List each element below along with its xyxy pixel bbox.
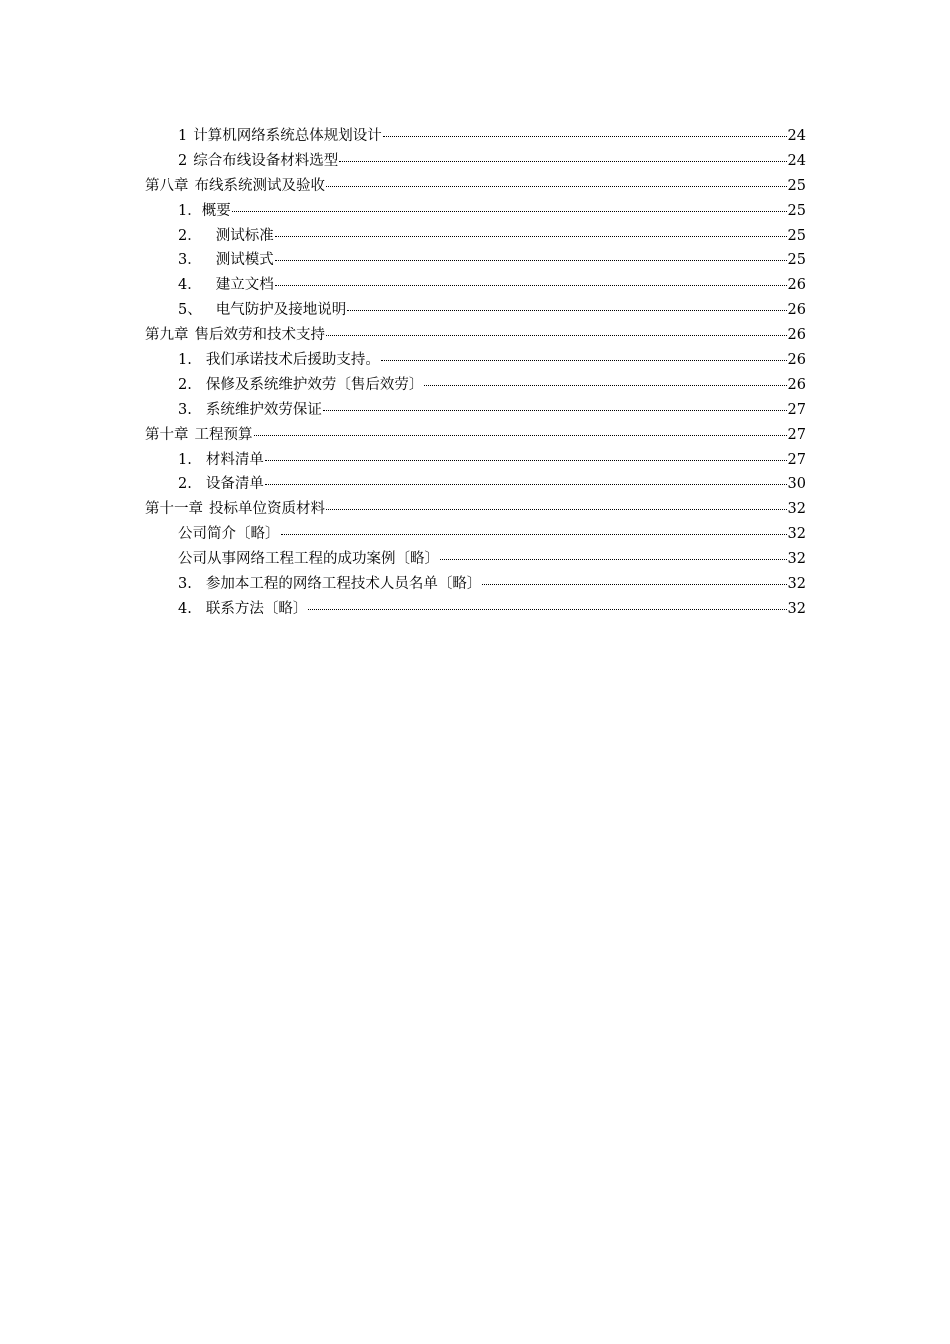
dot-leader (381, 360, 787, 361)
toc-entry-page: 26 (787, 327, 806, 344)
toc-entry[interactable] (145, 522, 806, 547)
toc-entry-text (178, 572, 481, 597)
toc-chapter-title: 布线系统测试及验收 (194, 177, 325, 194)
toc-entry-page: 26 (787, 302, 806, 319)
toc-entry[interactable] (145, 298, 806, 323)
dot-leader (424, 385, 786, 386)
toc-entry-text (145, 497, 325, 522)
toc-entry-page: 32 (787, 576, 806, 593)
toc-entry[interactable] (145, 597, 806, 622)
toc-entry-title: 参加本工程的网络工程技术人员名单〔略〕 (205, 576, 482, 593)
toc-entry-page: 24 (787, 152, 806, 169)
toc-entry-text (178, 248, 274, 273)
toc-entry-text (145, 323, 325, 348)
toc-entry-page: 32 (787, 551, 806, 568)
toc-entry-title: 测试标准 (215, 227, 274, 244)
toc-chapter[interactable] (145, 323, 806, 348)
toc-entry-page: 25 (787, 202, 806, 219)
toc-chapter-title: 投标单位资质材料 (209, 501, 325, 518)
toc-entry-text (178, 373, 423, 398)
dot-leader (326, 186, 787, 187)
toc-entry-number: 1 (178, 128, 188, 144)
dot-leader (254, 435, 787, 436)
toc-entry-title: 公司简介〔略〕 (178, 526, 280, 543)
toc-entry-page: 25 (787, 177, 806, 194)
toc-entry[interactable] (145, 124, 806, 149)
toc-chapter[interactable] (145, 174, 806, 199)
dot-leader (482, 584, 786, 585)
dot-leader (440, 559, 787, 560)
toc-entry-page: 25 (787, 252, 806, 269)
toc-entry-text (145, 423, 253, 448)
toc-entry-page: 27 (787, 451, 806, 468)
toc-entry[interactable] (145, 224, 806, 249)
toc-entry-title: 综合布线设备材料选型 (193, 152, 339, 169)
toc-entry-page: 32 (787, 526, 806, 543)
toc-entry-page: 27 (787, 426, 806, 443)
toc-chapter-title: 工程预算 (194, 426, 253, 443)
toc-entry-number: 5、 (178, 302, 202, 319)
toc-chapter-number: 第十章 (145, 426, 189, 443)
dot-leader (383, 136, 787, 137)
toc-entry-number: 2. (178, 376, 192, 393)
dot-leader (275, 285, 787, 286)
dot-leader (275, 236, 787, 237)
toc-entry-title: 系统维护效劳保证 (205, 401, 322, 418)
toc-entry-title: 概要 (201, 202, 231, 219)
toc-entry-page: 27 (787, 401, 806, 418)
toc-chapter-number: 第九章 (145, 327, 189, 344)
toc-entry[interactable] (145, 273, 806, 298)
toc-entry-number: 1． (178, 202, 202, 219)
toc-chapter[interactable] (145, 497, 806, 522)
dot-leader (339, 161, 786, 162)
toc-entry-title: 材料清单 (205, 451, 264, 468)
dot-leader (308, 609, 786, 610)
toc-entry[interactable] (145, 199, 806, 224)
toc-entry[interactable] (145, 348, 806, 373)
toc-entry-title: 联系方法〔略〕 (205, 600, 308, 617)
toc-entry-text (178, 522, 280, 547)
toc-entry-title: 建立文档 (215, 277, 274, 294)
toc-entry-text (178, 224, 274, 249)
toc-entry-number: 3． (178, 252, 202, 269)
toc-entry-title: 计算机网络系统总体规划设计 (193, 128, 382, 144)
toc-entry-number: 2 (178, 152, 188, 169)
dot-leader (281, 534, 787, 535)
toc-entry-number: 4. (178, 600, 192, 617)
toc-entry-title: 设备清单 (205, 476, 264, 493)
toc-chapter-title: 售后效劳和技术支持 (194, 327, 325, 344)
dot-leader (347, 310, 786, 311)
toc-entry[interactable] (145, 149, 806, 174)
toc-entry-title: 公司从事网络工程工程的成功案例〔略〕 (178, 551, 439, 568)
toc-entry-page: 32 (787, 600, 806, 617)
dot-leader (265, 484, 787, 485)
toc-entry-text (178, 124, 382, 149)
toc-entry-title: 测试模式 (215, 252, 274, 269)
toc-entry-page: 26 (787, 352, 806, 369)
toc-entry-page: 25 (787, 227, 806, 244)
toc-entry-title: 保修及系统维护效劳〔售后效劳〕 (205, 376, 424, 393)
toc-entry-number: 3. (178, 401, 192, 418)
toc-entry-page: 32 (787, 501, 806, 518)
toc-entry[interactable] (145, 448, 806, 473)
toc-chapter-number: 第八章 (145, 177, 189, 194)
toc-entry-number: 2. (178, 476, 192, 493)
toc-entry-text (178, 472, 264, 497)
dot-leader (275, 260, 787, 261)
toc-entry-number: 4． (178, 277, 202, 294)
toc-entry-text (178, 149, 338, 174)
toc-entry-page: 26 (787, 277, 806, 294)
table-of-contents (145, 124, 806, 622)
dot-leader (232, 211, 787, 212)
toc-entry[interactable] (145, 398, 806, 423)
toc-entry-number: 2． (178, 227, 202, 244)
dot-leader (326, 335, 787, 336)
toc-entry-text (178, 298, 346, 323)
toc-entry-text (178, 547, 439, 572)
toc-entry[interactable] (145, 547, 806, 572)
toc-entry-page: 26 (787, 376, 806, 393)
toc-entry-page: 30 (787, 476, 806, 493)
toc-entry-text (178, 348, 380, 373)
toc-entry-number: 1. (178, 352, 192, 369)
toc-entry-title: 我们承诺技术后援助支持。 (205, 352, 380, 369)
toc-entry-text (178, 199, 231, 224)
toc-entry-text (178, 398, 322, 423)
toc-entry[interactable] (145, 472, 806, 497)
toc-entry[interactable] (145, 572, 806, 597)
toc-chapter-number: 第十一章 (145, 501, 203, 518)
toc-entry-title: 电气防护及接地说明 (215, 302, 347, 319)
toc-entry-number: 1. (178, 451, 192, 468)
dot-leader (326, 509, 787, 510)
toc-entry-text (178, 597, 307, 622)
toc-entry[interactable] (145, 373, 806, 398)
dot-leader (323, 410, 787, 411)
toc-entry-text (145, 174, 325, 199)
toc-entry-text (178, 448, 264, 473)
dot-leader (265, 460, 787, 461)
toc-entry-number: 3. (178, 576, 192, 593)
toc-chapter[interactable] (145, 423, 806, 448)
toc-entry[interactable] (145, 248, 806, 273)
toc-entry-page: 24 (787, 128, 806, 144)
toc-entry-text (178, 273, 274, 298)
